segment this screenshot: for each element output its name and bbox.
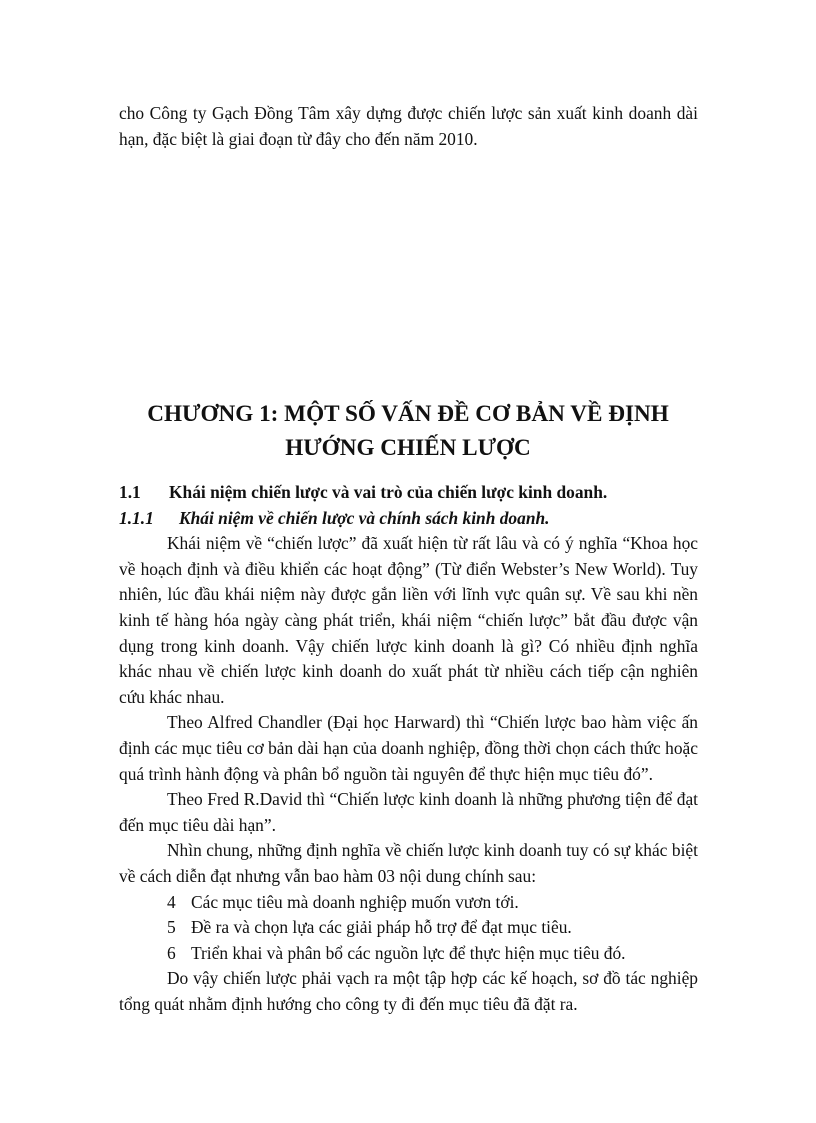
list-item: [119, 941, 698, 967]
subsection-number: 1.1.1: [119, 507, 154, 528]
section-number: 1.1: [119, 482, 141, 502]
body-content: [119, 480, 698, 1017]
list-item-text: Triển khai và phân bổ các nguồn lực để thực hiện mục tiêu đó.: [191, 942, 626, 963]
intro-paragraph: [119, 101, 698, 152]
chapter-heading: [80, 397, 736, 465]
list-item: [119, 915, 698, 941]
list-item-text: Các mục tiêu mà doanh nghiệp muốn vươn tới.: [191, 891, 519, 912]
chapter-heading-line2: HƯỚNG CHIẾN LƯỢC: [285, 435, 531, 461]
section-heading-1-1-1: [119, 506, 698, 532]
subsection-title: Khái niệm về chiến lược và chính sách kinh doanh.: [179, 507, 550, 528]
list-item: [119, 890, 698, 916]
intro-text: cho Công ty Gạch Đồng Tâm xây dựng được chiến lược sản xuất kinh doanh dài hạn, đặc biệt là giai đoạn từ đây cho đến năm 2010.: [119, 103, 698, 149]
paragraph: Khái niệm về “chiến lược” đã xuất hiện từ rất lâu và có ý nghĩa “Khoa học về hoạch định và điều khiển các hoạt động” (Từ điển Webster’s New World). Tuy nhiên, lúc đầu khái niệm này được gắn liền với lĩnh vực quân sự. Về sau khi nền kinh tế hàng hóa ngày càng phát triển, khái niệm “chiến lược” bắt đầu được vận dụng trong kinh doanh. Vậy chiến lược kinh doanh là gì? Có nhiều định nghĩa khác nhau về chiến lược kinh doanh do xuất phát từ nhiều cách tiếp cận nghiên cứu khác nhau.: [119, 533, 698, 707]
list-item-text: Đề ra và chọn lựa các giải pháp hỗ trợ để đạt mục tiêu.: [191, 917, 572, 938]
list-item-number: 5: [167, 917, 176, 938]
chapter-heading-line1: CHƯƠNG 1: MỘT SỐ VẤN ĐỀ CƠ BẢN VỀ ĐỊNH: [147, 401, 669, 427]
paragraph: Theo Alfred Chandler (Đại học Harward) thì “Chiến lược bao hàm việc ấn định các mục tiêu cơ bản dài hạn của doanh nghiệp, đồng thời chọn cách thức hoặc quá trình hành động và phân bổ nguồn tài nguyên để thực hiện mục tiêu đó”.: [119, 712, 698, 784]
paragraph: Nhìn chung, những định nghĩa về chiến lược kinh doanh tuy có sự khác biệt về cách diễn đạt nhưng vẫn bao hàm 03 nội dung chính sau:: [119, 840, 698, 886]
list-item-number: 6: [167, 942, 176, 963]
section-title: Khái niệm chiến lược và vai trò của chiến lược kinh doanh.: [169, 482, 608, 502]
list-item-number: 4: [167, 891, 176, 912]
closing-paragraph: Do vậy chiến lược phải vạch ra một tập hợp các kế hoạch, sơ đồ tác nghiệp tổng quát nhằm định hướng cho công ty đi đến mục tiêu đã đặt ra.: [119, 968, 698, 1014]
paragraph: Theo Fred R.David thì “Chiến lược kinh doanh là những phương tiện để đạt đến mục tiêu dài hạn”.: [119, 789, 698, 835]
section-heading-1-1: [119, 480, 698, 506]
